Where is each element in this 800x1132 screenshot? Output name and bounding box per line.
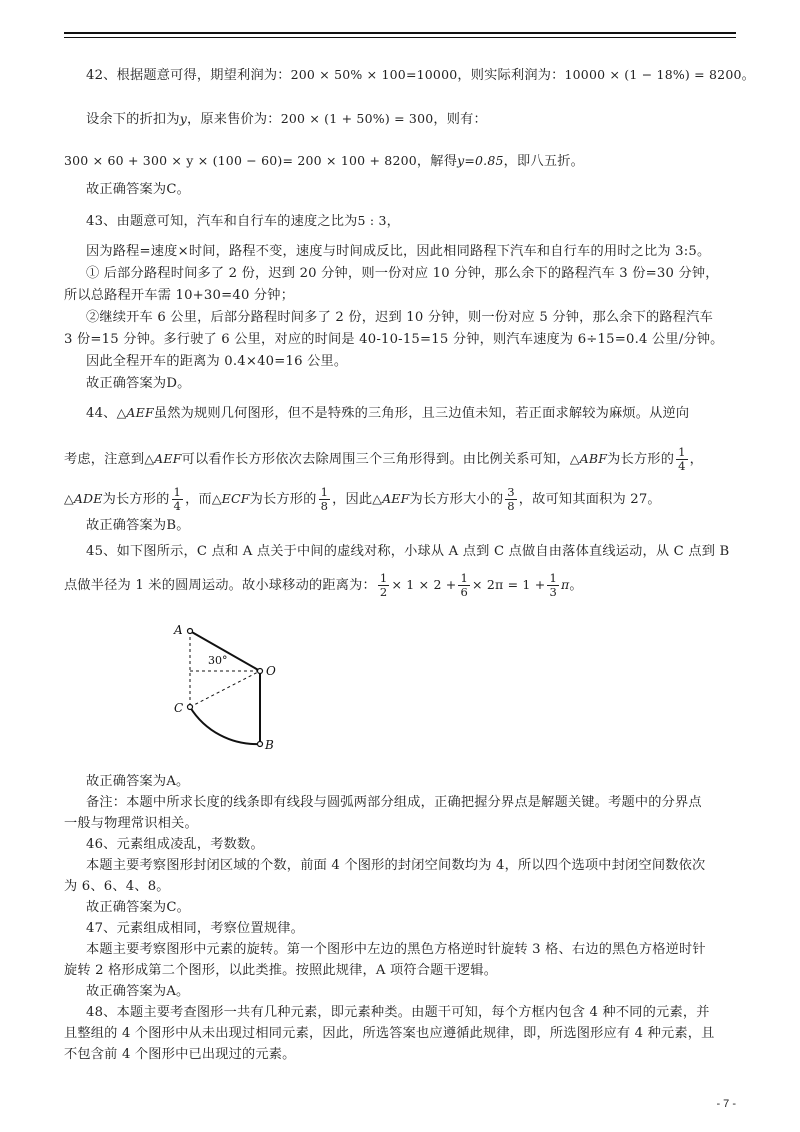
fraction-denominator: 3: [549, 585, 557, 599]
fraction-denominator: 8: [320, 499, 329, 513]
q44-text: 虽然为规则几何图形，但不是特殊的三角形，且三边值未知，若正面求解较为麻烦。从逆向: [153, 406, 690, 421]
dashed-segment-co: [190, 671, 260, 707]
label-a: A: [174, 623, 183, 637]
q47-line2: 本题主要考察图形中元素的旋转。第一个图形中左边的黑色方格逆时针旋转 3 格、右边的黑色方格逆时针: [86, 942, 706, 957]
fraction-denominator: 6: [460, 585, 468, 599]
fraction-numerator: 1: [173, 485, 182, 499]
q46-line3: 为 6、6、4、8。: [64, 879, 170, 894]
q42-original-price-formula: 200 × (1 + 50%) = 300: [280, 111, 434, 126]
q44-triangle-aef: △AEF: [372, 491, 410, 506]
q45-answer: 故正确答案为A。: [86, 774, 190, 789]
q44-fraction-one-eighth: [319, 486, 331, 513]
q43-line6: 3 份=15 分钟。多行驶了 6 公里，对应的时间是 40-10-15=15 分钟，则汽车速度为 6÷15=0.4 公里/分钟。: [64, 332, 724, 347]
fraction-denominator: 4: [173, 499, 182, 513]
q43-line5: ②继续开车 6 公里，后部分路程时间多了 2 份，迟到 10 分钟，则一份对应 5 分钟，那么余下的路程汽车: [86, 310, 713, 325]
q47-line1: 47、元素组成相同，考察位置规律。: [86, 921, 304, 936]
q42-solution: y=0.85: [457, 153, 504, 168]
q45-fraction-third: [547, 572, 559, 599]
point-o: [258, 669, 263, 674]
q45-note-line2: 一般与物理常识相关。: [64, 816, 198, 831]
q44-text: ，: [689, 452, 703, 467]
q43-line2: 因为路程=速度×时间，路程不变，速度与时间成反比，因此相同路程下汽车和自行车的用时之比为 3:5。: [86, 244, 711, 259]
q44-triangle-ade: △ADE: [64, 491, 103, 506]
q42-text: 42、根据题意可得，期望利润为：: [86, 68, 291, 83]
q46-line2: 本题主要考察图形封闭区域的个数，前面 4 个图形的封闭空间数均为 4，所以四个选项中封闭空间数依次: [86, 858, 706, 873]
q44-triangle-aef: △AEF: [144, 451, 182, 466]
q45-text: 。: [569, 578, 583, 593]
q44-text: 为长方形的: [102, 492, 170, 507]
q42-line1: [86, 66, 755, 85]
label-c: C: [174, 701, 184, 715]
q44-fraction-three-eighths: [505, 486, 517, 513]
q42-text: ，则实际利润为：: [457, 68, 565, 83]
q42-text: 设余下的折扣为: [86, 112, 180, 127]
q43-text: 43、由题意可知，汽车和自行车的速度之比为: [86, 214, 358, 229]
fraction-denominator: 4: [678, 459, 686, 473]
fraction-numerator: 1: [678, 445, 686, 459]
q43-speed-ratio: 5 : 3: [357, 213, 387, 228]
q44-line1: [86, 404, 689, 423]
q45-pi-symbol: π: [560, 577, 570, 592]
q44-text: 考虑，注意到: [64, 452, 145, 467]
q45-formula-part: × 1 × 2 +: [391, 577, 457, 592]
q42-expected-profit-formula: 200 × 50% × 100=10000: [290, 67, 458, 82]
q42-answer: 故正确答案为C。: [86, 182, 191, 197]
q44-text: 为长方形的: [249, 492, 317, 507]
header-rule-bottom: [64, 37, 736, 38]
q44-text: ，而: [185, 492, 212, 507]
fraction-numerator: 1: [379, 571, 388, 585]
q45-text: 点做半径为 1 米的圆周运动。故小球移动的距离为：: [64, 578, 376, 593]
q44-fraction-one-quarter: [676, 446, 688, 473]
q48-line1: 48、本题主要考查图形一共有几种元素，即元素种类。由题干可知，每个方框内包含 4 种不同的元素，并: [86, 1005, 710, 1020]
fraction-denominator: 2: [379, 585, 388, 599]
q43-line4: 所以总路程开车需 10+30=40 分钟；: [64, 288, 295, 303]
q45-fraction-half: [378, 572, 390, 599]
q44-line2: [64, 446, 703, 473]
q42-actual-profit-formula: 10000 × (1 − 18%) = 8200: [564, 67, 742, 82]
q44-text: 44、: [86, 406, 117, 421]
label-o: O: [266, 664, 276, 678]
q43-text: ，: [386, 214, 401, 229]
angle-label: 30°: [208, 654, 228, 667]
q44-text: ，故可知其面积为 27。: [518, 492, 661, 507]
q42-text: 。: [741, 68, 756, 83]
q42-line3: [64, 152, 584, 171]
header-rule-top: [64, 32, 736, 34]
q46-line1: 46、元素组成凌乱，考数数。: [86, 837, 264, 852]
q45-note-line1: 备注：本题中所求长度的线条即有线段与圆弧两部分组成，正确把握分界点是解题关键。考题中的分界点: [86, 795, 702, 810]
q44-answer: 故正确答案为B。: [86, 518, 190, 533]
q42-text: ，原来售价为：: [186, 112, 281, 127]
point-a: [188, 629, 193, 634]
q45-line2: [64, 572, 583, 599]
q48-line3: 不包含前 4 个图形中已出现过的元素。: [64, 1047, 296, 1062]
q42-text: ，则有：: [433, 112, 487, 127]
fraction-numerator: 1: [460, 571, 468, 585]
fraction-numerator: 1: [549, 571, 557, 585]
point-c: [188, 705, 193, 710]
q42-equation: 300 × 60 + 300 × y × (100 − 60)= 200 × 100 + 8200: [64, 153, 417, 168]
fraction-numerator: 3: [507, 485, 515, 499]
page-number: - 7 -: [716, 1098, 736, 1110]
q45-geometry-figure: [168, 618, 288, 754]
q47-answer: 故正确答案为A。: [86, 984, 190, 999]
q44-text: 为长方形大小的: [409, 492, 504, 507]
fraction-numerator: 1: [320, 485, 329, 499]
q45-formula-part: × 2π = 1 +: [472, 577, 546, 592]
point-b: [258, 742, 263, 747]
q43-answer: 故正确答案为D。: [86, 376, 191, 391]
q48-line2: 且整组的 4 个图形中从未出现过相同元素，因此，所选答案也应遵循此规律，即，所选图形应有 4 种元素，且: [64, 1026, 715, 1041]
q42-line2: [86, 110, 487, 129]
q42-text: ，解得: [416, 154, 458, 169]
fraction-denominator: 8: [507, 499, 515, 513]
q47-line3: 旋转 2 格形成第二个图形，以此类推。按照此规律，A 项符合题干逻辑。: [64, 963, 498, 978]
q42-text: ，即八五折。: [503, 154, 584, 169]
q46-answer: 故正确答案为C。: [86, 900, 191, 915]
q45-fraction-sixth: [458, 572, 470, 599]
q44-fraction-one-quarter: [172, 486, 184, 513]
q44-text: 可以看作长方形依次去除周围三个三角形得到。由比例关系可知，: [181, 452, 570, 467]
q44-text: 为长方形的: [607, 452, 675, 467]
arc-cb: [190, 707, 260, 744]
q43-line1: [86, 212, 400, 231]
q43-line7: 因此全程开车的距离为 0.4×40=16 公里。: [86, 354, 348, 369]
q45-line1: 45、如下图所示，C 点和 A 点关于中间的虚线对称，小球从 A 点到 C 点做自由落体直线运动，从 C 点到 B: [86, 544, 730, 559]
q44-line3: [64, 486, 661, 513]
q44-triangle-abf: △ABF: [569, 451, 608, 466]
label-b: B: [265, 738, 274, 752]
q44-text: ，因此: [332, 492, 373, 507]
q43-line3: ① 后部分路程时间多了 2 份，迟到 20 分钟，则一份对应 10 分钟，那么余下的路程汽车 3 份=30 分钟，: [86, 266, 719, 281]
q44-triangle-ecf: △ECF: [211, 491, 250, 506]
q44-triangle-aef: △AEF: [116, 405, 154, 420]
q42-variable-y: y: [179, 111, 187, 126]
